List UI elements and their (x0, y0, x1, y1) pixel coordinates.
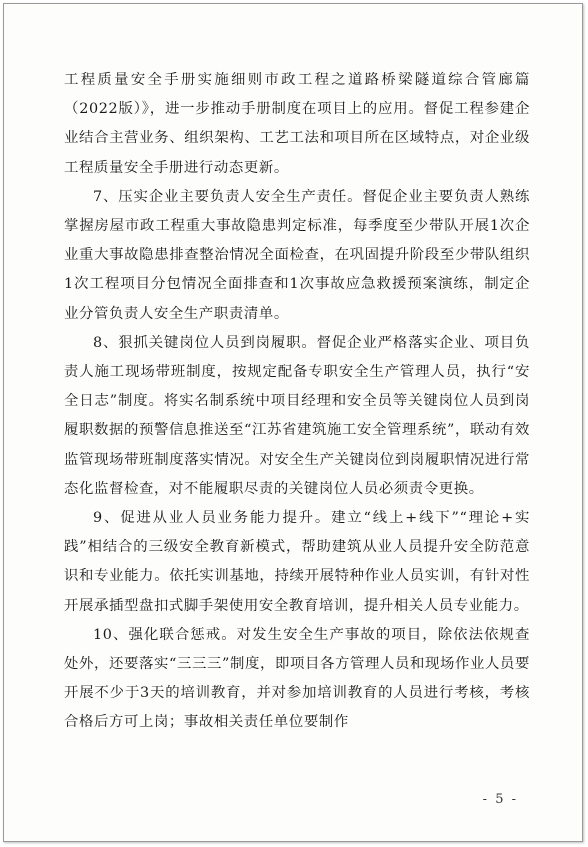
paragraph-item-8: 8、狠抓关键岗位人员到岗履职。督促企业严格落实企业、项目负责人施工现场带班制度，按规定配备专职安全生产管理人员，执行“安全日志”制度。将实名制系统中项目经理和安全员等关键岗位人员到岗履职数据的预警信息推送至“江苏省建筑施工安全管理系统”，联动有效监管现场带班制度落实情况。对安全生产关键岗位到岗履职情况进行常态化监督检查，对不能履职尽责的关键岗位人员必须责令更换。 (64, 334, 530, 497)
paragraph-item-9: 9、促进从业人员业务能力提升。建立“线上+线下”“理论+实践”相结合的三级安全教育新模式，帮助建筑从业人员提升安全防范意识和专业能力。依托实训基地，持续开展特种作业人员实训，有针对性开展承插型盘扣式脚手架使用安全教育培训，提升相关人员专业能力。 (64, 510, 530, 614)
page-number: - 5 - (482, 792, 518, 807)
paragraph-item-10: 10、强化联合惩戒。对发生安全生产事故的项目，除依法依规查处外，还要落实“三三三”制度，即项目各方管理人员和现场作业人员要开展不少于3天的培训教育，并对参加培训教育的人员进行考核，考核合格后方可上岗；事故相关责任单位要制作 (64, 626, 530, 731)
document-page (3, 3, 583, 842)
document-body (64, 66, 530, 738)
paragraph-item-7: 7、压实企业主要负责人安全生产责任。督促企业主要负责人熟练掌握房屋市政工程重大事故隐患判定标准，每季度至少带队开展1次企业重大事故隐患排查整治情况全面检查，在巩固提升阶段至少带队组织1次工程项目分包情况全面排查和1次事故应急救援预案演练，制定企业分管负责人安全生产职责清单。 (64, 188, 530, 322)
paragraph-continuation: 工程质量安全手册实施细则市政工程之道路桥梁隧道综合管廊篇（2022版）》，进一步推动手册制度在项目上的应用。督促工程参建企业结合主营业务、组织架构、工艺工法和项目所在区域特点，对企业级工程质量安全手册进行动态更新。 (64, 72, 530, 176)
